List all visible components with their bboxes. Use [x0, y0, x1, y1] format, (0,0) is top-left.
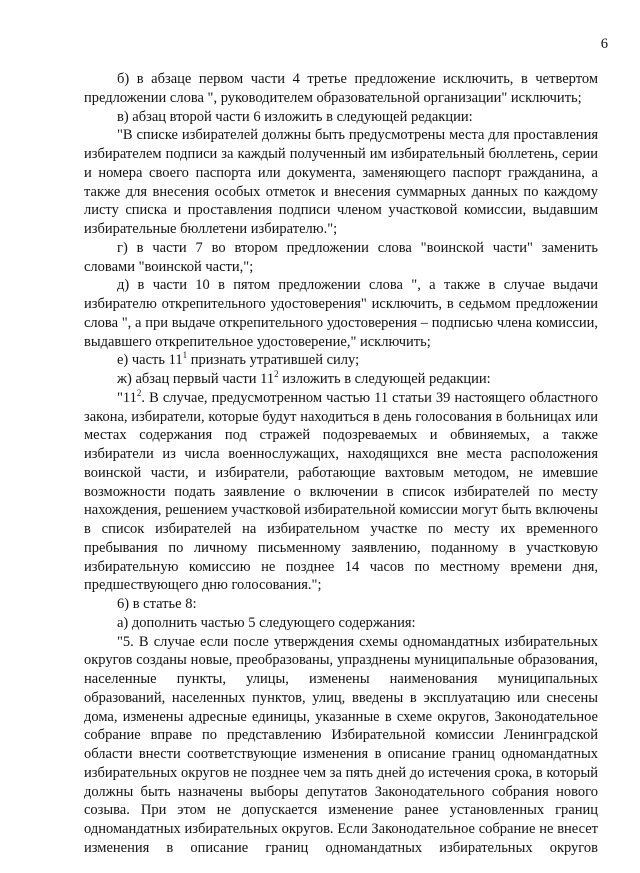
- paragraph-g: г) в части 7 во втором предложении слова "воинской части" заменить словами "воинской части,";: [84, 239, 598, 275]
- paragraph-b: б) в абзаце первом части 4 третье предложение исключить, в четвертом предложении слова ", руководителем образовательной организации" исключить;: [84, 71, 598, 106]
- paragraph-e-superscript: 1: [182, 350, 188, 361]
- paragraph-zh-post: изложить в следующей редакции:: [278, 371, 491, 387]
- paragraph-part-11-2: [84, 389, 598, 595]
- document-body: [84, 70, 598, 858]
- paragraph-11-2-post: . В случае, предусмотренном частью 11 статьи 39 настоящего областного закона, избиратели, которые будут находиться в день голосования в больницах или местах содержания под стражей подозреваемых и обвиняемых, а также избиратели из числа военнослужащих, находящихся вне места расположения воинской части, и избиратели, работающие вахтовым методом, не имевшие возможности подать заявление о включении в список избирателей по месту нахождения, решением участковой избирательной комиссии могут быть включены в список избирателей на избирательном участке по месту их временного пребывания по личному письменному заявлению, поданному в участковую избирательную комиссию не позднее 14 часов по местному времени дня, предшествующего дню голосования.";: [84, 389, 598, 594]
- paragraph-zh: [84, 370, 598, 389]
- paragraph-11-2-superscript: 2: [136, 387, 142, 398]
- page-number: 6: [600, 36, 608, 52]
- paragraph-article-8: 6) в статье 8:: [117, 596, 197, 612]
- paragraph-11-2-pre: "11: [117, 389, 137, 406]
- paragraph-v: в) абзац второй части 6 изложить в следующей редакции:: [117, 108, 473, 125]
- paragraph-a: а) дополнить частью 5 следующего содержания:: [117, 614, 416, 631]
- paragraph-zh-superscript: 2: [274, 369, 279, 379]
- paragraph-zh-pre: ж) абзац первый части 11: [117, 371, 275, 387]
- paragraph-part-5: "5. В случае если после утверждения схемы одномандатных избирательных округов созданы новые, преобразованы, упразднены муниципальные образования, населенные пункты, улицы, изменены наименования муниципальных образований, населенных пунктов, улиц, введены в эксплуатацию или снесены дома, изменены адресные единицы, указанные в схеме округов, Законодательное собрание вправе по представлению Избирательной комиссии Ленинградской области внести соответствующие изменения в описание границ одномандатных избирательных округов не позднее чем за пять дней до истечения срока, в который должны быть назначены выборы депутатов Законодательного собрания нового созыва. При этом не допускается изменение ранее установленных границ одномандатных избирательных округов. Если Законодательное собрание не внесет изменения в описание границ одномандатных избирательных округов: [84, 633, 598, 856]
- paragraph-d: д) в части 10 в пятом предложении слова ", а также в случае выдачи избирателю открепительного удостоверения" исключить, в седьмом предложении слова ", а при выдаче открепительного удостоверения – подписью члена комиссии, выдавшего открепительное удостоверение," исключить;: [84, 277, 598, 350]
- paragraph-voter-list-text: "В списке избирателей должны быть предусмотрены места для проставления избирателем подписи за каждый полученный им избирательный бюллетень, серии и номера своего паспорта или документа, заменяющего паспорт гражданина, а также для внесения особых отметок и внесения суммарных данных по каждому листу списка и проставления подписи членом участковой комиссии, выдавшим избирательные бюллетени избирателю.";: [84, 127, 598, 237]
- paragraph-e-pre: е) часть 11: [117, 352, 183, 369]
- paragraph-e-post: признать утратившей силу;: [187, 352, 360, 369]
- paragraph-e: [84, 351, 598, 370]
